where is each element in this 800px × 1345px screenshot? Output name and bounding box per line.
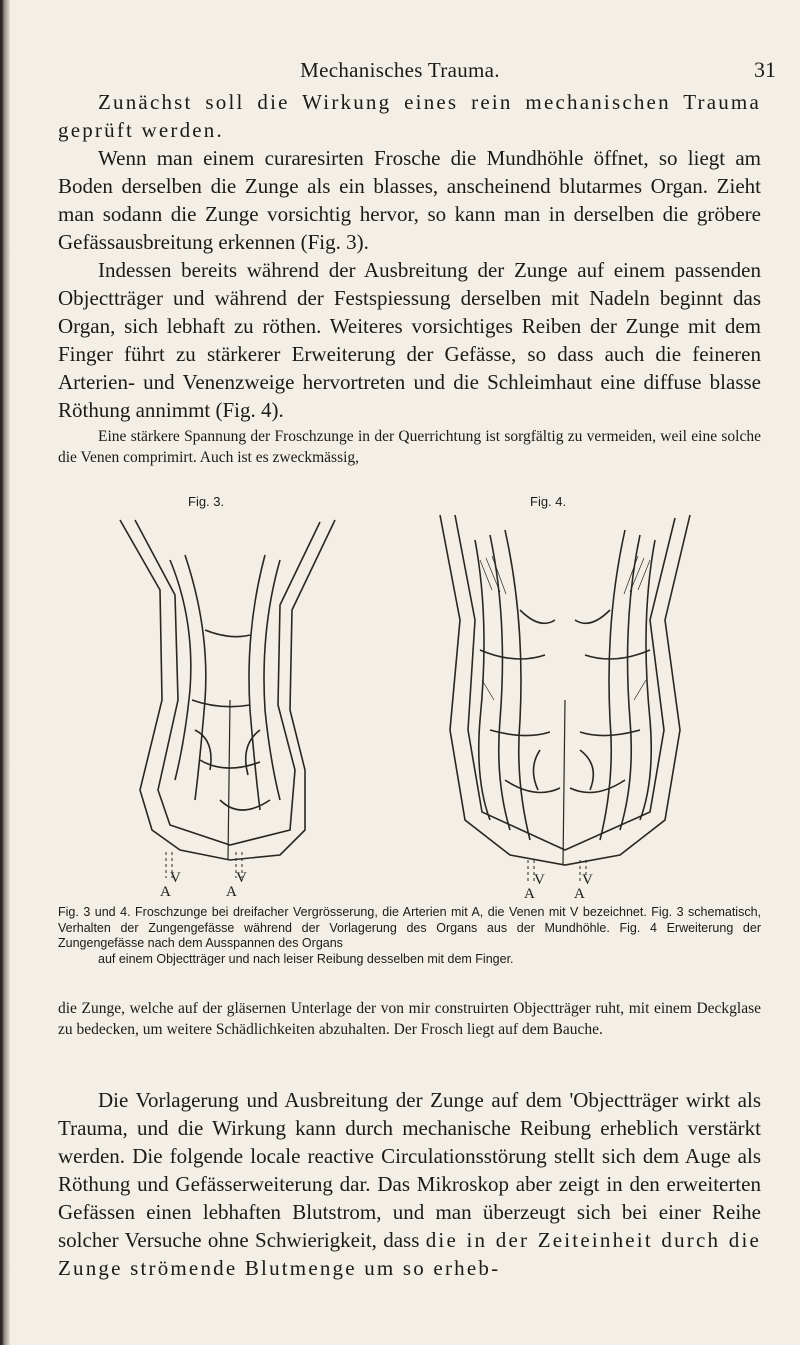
fig4-tongue-illustration [420, 500, 710, 895]
footnote-paragraph-1: Eine stärkere Spannung der Froschzunge in der Querrichtung ist sorgfältig zu vermeiden, weil eine solche die Venen comprimirt. Auch ist es zweckmässig, [58, 428, 761, 466]
running-head: Mechanisches Trauma. [300, 58, 500, 82]
paragraph-1 [58, 88, 761, 144]
paragraph-3: Indessen bereits während der Ausbreitung der Zunge auf einem passenden Objectträger und während der Festspiessung derselben mit Nadeln beginnt das Organ, sich lebhaft zu röthen. Weiteres vorsichtiges Reiben der Zunge mit dem Finger führt zu stärkerer Erweiterung der Gefässe, so dass auch die feineren Arterien- und Venenzweige hervortreten und die Schleimhaut eine diffuse blasse Röthung annimmt (Fig. 4). [58, 258, 761, 422]
paragraph-1-text: Zunächst soll die Wirkung eines rein mechanischen Trauma geprüft werden. [58, 90, 761, 142]
fig3-artery-letter-left: A [160, 884, 171, 900]
fig3-tongue-illustration [100, 500, 360, 895]
fig4-artery-letter-left: A [524, 886, 535, 902]
fig4-label: Fig. 4. [530, 494, 567, 509]
figure-caption [58, 905, 761, 967]
paragraph-4-text: Die Vorlagerung und Ausbreitung der Zunge auf dem 'Objectträger wirkt als Trauma, und die Wirkung kann durch mechanische Reibung erheblich verstärkt werden. Die folgende locale reactive Circulationsstörung stellt sich dem Auge als Röthung und Gefässerweiterung dar. Das Mikroskop aber zeigt in den erweiterten Gefässen einen lebhaften Blutstrom, und man überzeugt sich bei einer Reihe solcher Versuche ohne Schwierigkeit, dass [58, 1088, 761, 1252]
page-number: 31 [754, 57, 776, 82]
figure-caption-line-2: auf einem Objectträger und nach leiser Reibung desselben mit dem Finger. [98, 951, 514, 966]
fig4-artery-letter-right: A [574, 886, 585, 902]
fig3-label: Fig. 3. [188, 494, 225, 509]
fig3-artery-letter-right: A [226, 884, 237, 900]
fig3-vein-letter-right: V [236, 870, 247, 886]
paragraph-4 [58, 1086, 761, 1282]
fig3-vein-letter-left: V [170, 870, 181, 886]
fig4-vein-letter-right: V [582, 872, 593, 888]
footnote-paragraph-2: die Zunge, welche auf der gläsernen Unterlage der von mir construirten Objectträger ruht, mit einem Deckglase zu bedecken, um weitere Schädlichkeiten abzuhalten. Der Frosch liegt auf dem Bauche. [58, 1000, 761, 1038]
fig4-vein-letter-left: V [534, 872, 545, 888]
page-binding-edge [0, 0, 10, 1345]
paragraph-4-emphasis: die in der Zeiteinheit durch die Zunge strömende Blutmenge um so erheb- [58, 1228, 761, 1280]
figure-caption-line-1: Fig. 3 und 4. Froschzunge bei dreifacher Vergrösserung, die Arterien mit A, die Venen mit V bezeichnet. Fig. 3 schematisch, Verhalten der Zungengefässe während der Vorlagerung des Organs aus der Mundhöhle. Fig. 4 Erweiterung der Zungengefässe nach dem Ausspannen des Organs [58, 905, 761, 950]
paragraph-2: Wenn man einem curaresirten Frosche die Mundhöhle öffnet, so liegt am Boden derselben die Zunge als ein blasses, anscheinend blutarmes Organ. Zieht man sodann die Zunge vorsichtig hervor, so kann man in derselben die gröbere Gefässausbreitung erkennen (Fig. 3). [58, 146, 761, 254]
